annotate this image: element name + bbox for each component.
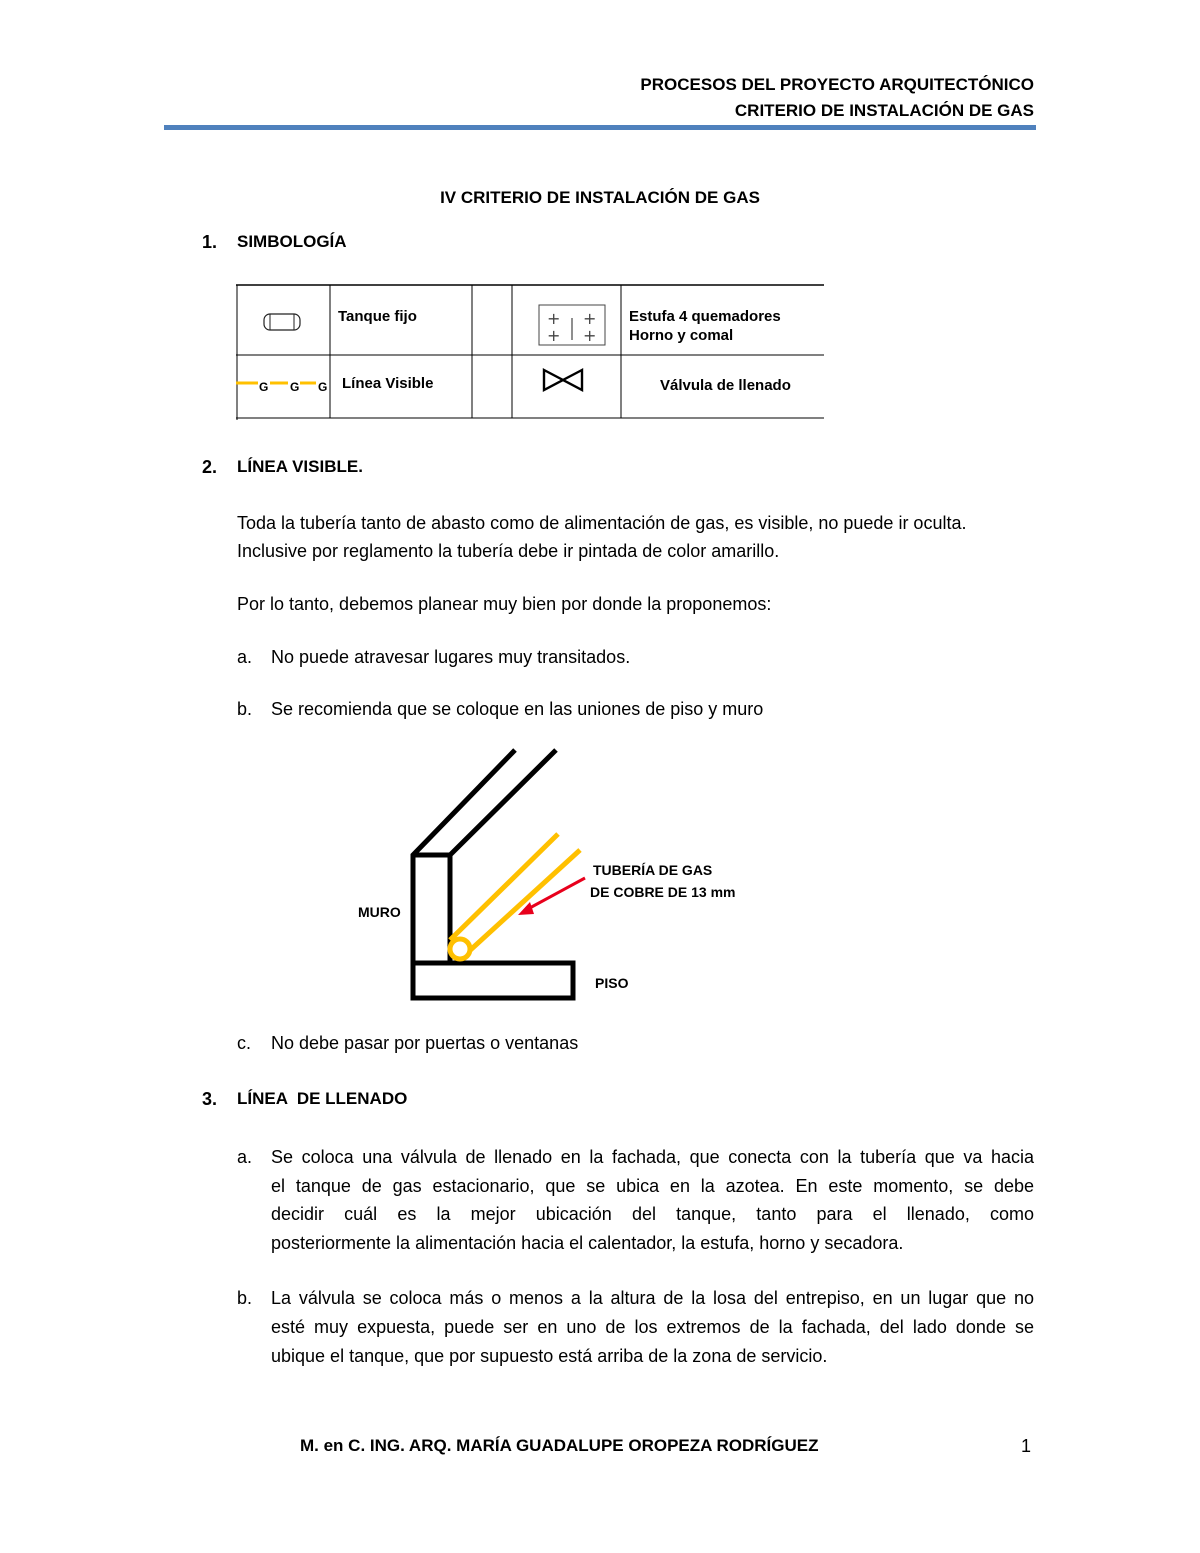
document-title: IV CRITERIO DE INSTALACIÓN DE GAS [440,188,760,207]
list-item-letter: b. [237,699,253,719]
diagram-label-pipe-2: DE COBRE DE 13 mm [590,884,736,900]
line-letter-g-1: G [259,380,269,394]
page-number: 1 [1021,1436,1032,1456]
footer-author: M. en C. ING. ARQ. MARÍA GUADALUPE OROPEZA RODRÍGUEZ [300,1436,819,1455]
section3-item-a-line1: Se coloca una válvula de llenado en la fachada, que conecta con la tubería que va hacia [271,1147,1034,1167]
fill-valve-label: Válvula de llenado [660,377,791,394]
diagram-label-pipe-1: TUBERÍA DE GAS [593,862,713,878]
section2-number: 2. [202,457,218,477]
section1-number: 1. [202,232,218,252]
line-letter-g-2: G [290,380,300,394]
section3-item-b-line2: esté muy expuesta, puede ser en uno de los extremos de la fachada, del lado donde se [271,1317,1034,1337]
svg-text:+: + [547,309,561,328]
symbol-table [236,284,824,420]
diagram-label-muro: MURO [358,904,401,920]
section3-item-b-line1: La válvula se coloca más o menos a la altura de la losa del entrepiso, en un lugar que no [271,1288,1034,1308]
svg-text:+: + [547,326,561,345]
section3-item-a-line3: decidir cuál es la mejor ubicación del tanque, tanto para el llenado, como [271,1204,1034,1224]
section3-item-b-line3: ubique el tanque, que por supuesto está arriba de la zona de servicio. [271,1346,828,1366]
section3-item-a-letter: a. [237,1147,253,1167]
section1-heading: SIMBOLOGÍA [237,232,347,251]
symbol-table-grid [236,284,824,420]
diagram-label-piso: PISO [595,975,629,991]
visible-gas-line-icon [236,374,330,398]
section3-item-a-line4: posteriormente la alimentación hacia el calentador, la estufa, horno y secadora. [271,1233,904,1253]
header-rule [164,125,1036,130]
svg-text:+: + [583,309,597,328]
list-item-letter: a. [237,647,253,667]
section3-item-b-letter: b. [237,1288,253,1308]
list-item-text: Se recomienda que se coloque en las uniones de piso y muro [271,699,764,719]
section3-number: 3. [202,1089,218,1109]
list-item-letter: c. [237,1033,252,1053]
tank-label: Tanque fijo [338,308,417,325]
list-item-text: No puede atravesar lugares muy transitados. [271,647,631,667]
svg-text:+: + [583,326,597,345]
fill-valve-icon [542,368,586,392]
fixed-tank-icon [260,311,304,333]
line-letter-g-3: G [318,380,328,394]
header-title: PROCESOS DEL PROYECTO ARQUITECTÓNICO [640,75,1034,94]
section2-heading: LÍNEA VISIBLE. [237,457,363,476]
stove-icon [538,304,608,348]
section2-paragraph-line2: Inclusive por reglamento la tubería debe ir pintada de color amarillo. [237,541,780,561]
stove-label-1: Estufa 4 quemadores [629,308,781,325]
stove-label-2: Horno y comal [629,327,734,344]
section2-paragraph2: Por lo tanto, debemos planear muy bien por donde la proponemos: [237,594,772,614]
section3-item-a-line2: el tanque de gas estacionario, que se ubica en la azotea. En este momento, se debe [271,1176,1034,1196]
header-subtitle: CRITERIO DE INSTALACIÓN DE GAS [734,101,1034,120]
section2-paragraph-line1: Toda la tubería tanto de abasto como de alimentación de gas, es visible, no puede ir oculta. [237,513,967,533]
section3-heading: LÍNEA DE LLENADO [237,1089,408,1108]
list-item-text: No debe pasar por puertas o ventanas [271,1033,579,1053]
visible-line-label: Línea Visible [342,375,434,392]
